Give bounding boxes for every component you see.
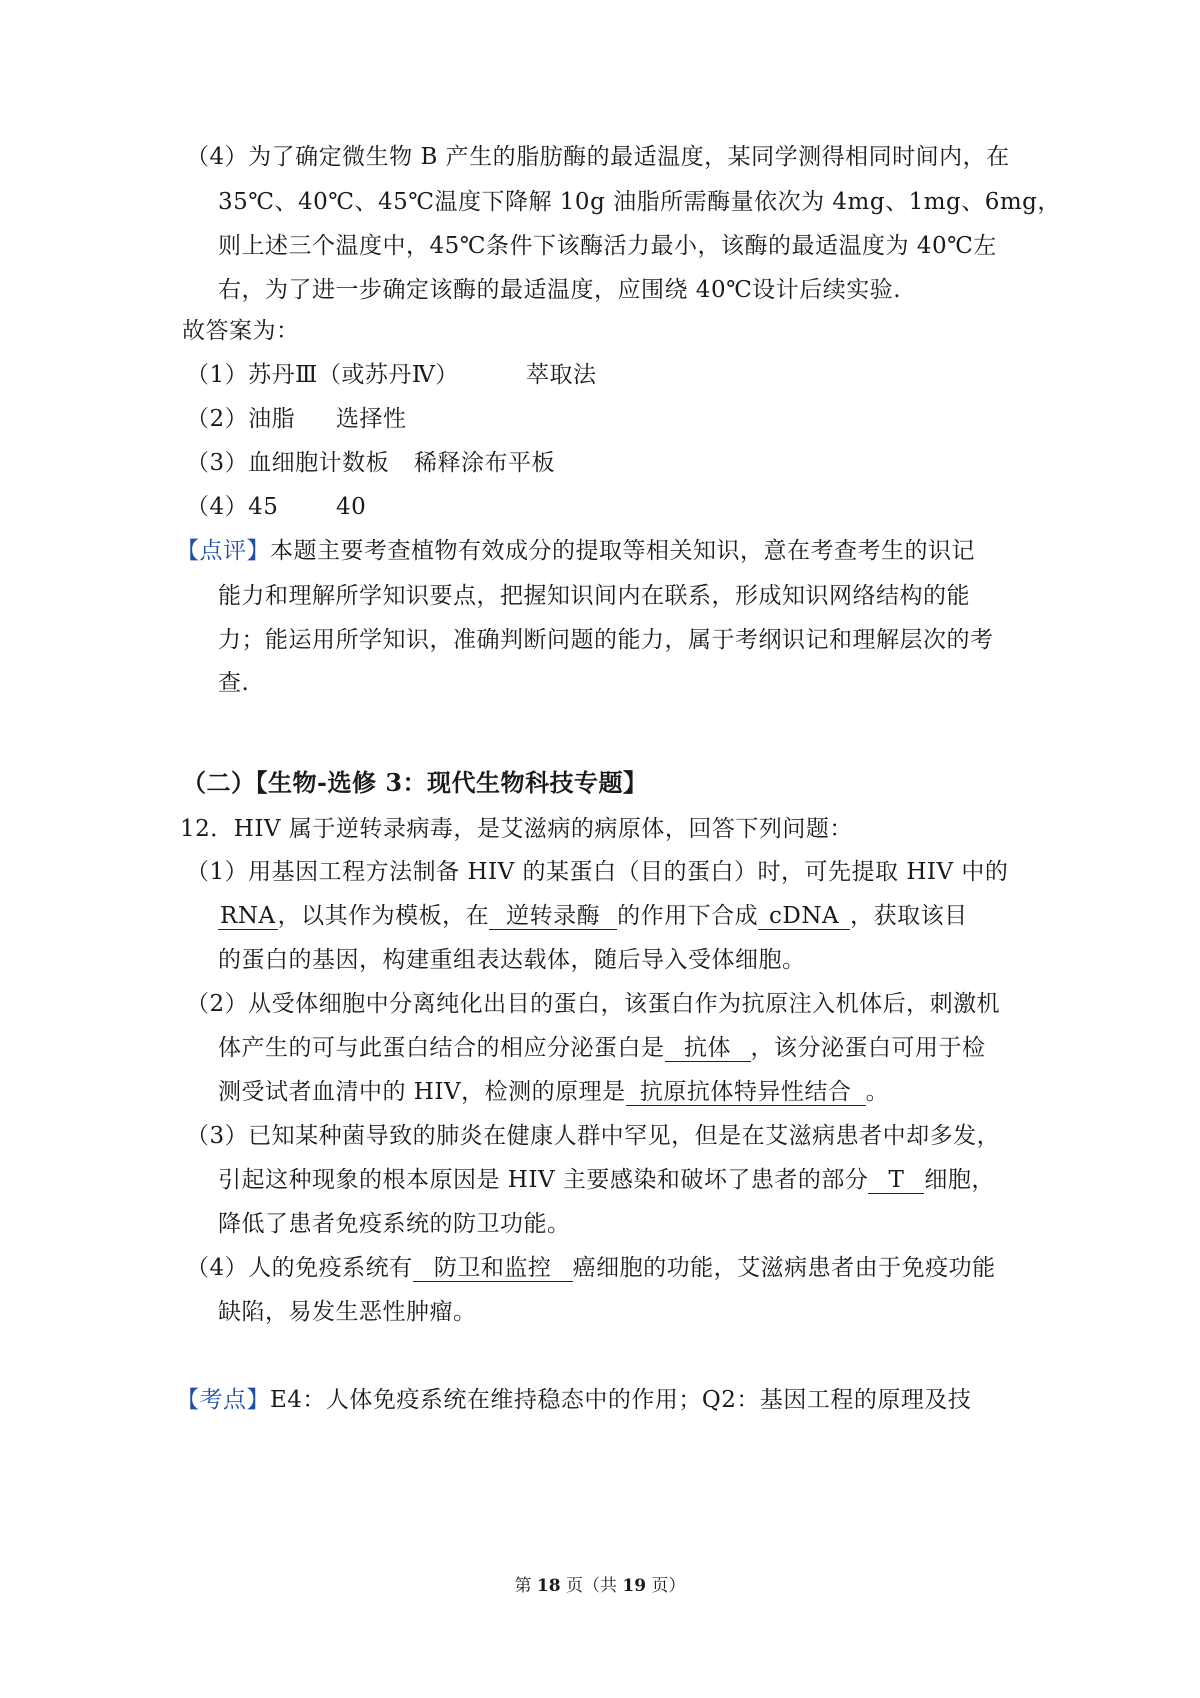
q12-part1-line-3: 的蛋白的基因，构建重组表达载体，随后导入受体细胞。 xyxy=(218,947,806,973)
comment-tag: 【点评】 xyxy=(176,538,270,564)
text-span: 。 xyxy=(865,1079,890,1105)
answer-blank: RNA xyxy=(220,903,276,929)
comment-line-2: 能力和理解所学知识要点，把握知识间内在联系，形成知识网络结构的能 xyxy=(218,583,970,609)
answer-blank: T xyxy=(868,1167,924,1194)
q12-part2-line-2 xyxy=(218,1032,986,1064)
page-footer xyxy=(0,1571,1200,1596)
comment-line-4: 查. xyxy=(218,670,250,696)
answer-blank: cDNA xyxy=(758,903,850,930)
text-span: 的作用下合成 xyxy=(617,903,759,929)
answer-label: （2）油脂 xyxy=(186,406,296,432)
q12-part1-line-2 xyxy=(218,900,968,932)
page-number: 18 xyxy=(536,1576,561,1596)
text-span: 测受试者血清中的 HIV，检测的原理是 xyxy=(218,1079,626,1105)
answer-label: （1）苏丹Ⅲ（或苏丹Ⅳ） xyxy=(186,362,459,388)
answer-blank: 抗体 xyxy=(665,1035,751,1062)
text-span: 引起这种现象的根本原因是 HIV 主要感染和破坏了患者的部分 xyxy=(218,1167,869,1193)
q12-part4-line-2: 缺陷，易发生恶性肿瘤。 xyxy=(218,1299,477,1325)
q12-part3-line-2 xyxy=(218,1164,995,1196)
text-span: （4）人的免疫系统有 xyxy=(186,1255,413,1281)
answer-blank: 逆转录酶 xyxy=(489,903,617,930)
answer-value: 稀释涂布平板 xyxy=(414,450,555,476)
comment-line-3: 力；能运用所学知识，准确判断问题的能力，属于考纲识记和理解层次的考 xyxy=(218,627,994,653)
footer-text: 第 xyxy=(514,1576,537,1596)
comment-line-1 xyxy=(176,535,975,567)
answer-label: （3）血细胞计数板 xyxy=(186,450,390,476)
answer-value: 40 xyxy=(336,494,367,520)
answer-row-4 xyxy=(186,491,367,523)
answer-row-2 xyxy=(186,403,407,435)
q12-stem: 12．HIV 属于逆转录病毒，是艾滋病的病原体，回答下列问题： xyxy=(180,816,853,842)
answer-label: （4）45 xyxy=(186,494,279,520)
kaodian-tag: 【考点】 xyxy=(176,1387,270,1413)
page-total: 19 xyxy=(622,1576,647,1596)
q4-explanation-line-2: 35℃、40℃、45℃温度下降解 10g 油脂所需酶量依次为 4mg、1mg、6mg， xyxy=(218,189,1061,215)
footer-text: 页（共 xyxy=(560,1576,623,1596)
kaodian-text: E4：人体免疫系统在维持稳态中的作用；Q2：基因工程的原理及技 xyxy=(270,1387,972,1413)
q12-part2-line-3 xyxy=(218,1076,889,1108)
answer-blank: 防卫和监控 xyxy=(413,1255,573,1282)
q12-part3-line-1: （3）已知某种菌导致的肺炎在健康人群中罕见，但是在艾滋病患者中却多发， xyxy=(186,1123,1001,1149)
text-span: 体产生的可与此蛋白结合的相应分泌蛋白是 xyxy=(218,1035,665,1061)
q4-explanation-line-4: 右，为了进一步确定该酶的最适温度，应围绕 40℃设计后续实验. xyxy=(218,277,902,303)
section-title: （二）【生物-选修 3：现代生物科技专题】 xyxy=(182,768,648,797)
text-span: 细胞， xyxy=(924,1167,995,1193)
q12-part1-line-1: （1）用基因工程方法制备 HIV 的某蛋白（目的蛋白）时，可先提取 HIV 中的 xyxy=(186,859,1009,885)
footer-text: 页） xyxy=(646,1576,686,1596)
answer-row-3 xyxy=(186,447,555,479)
text-span: ，获取该目 xyxy=(850,903,968,929)
answers-heading: 故答案为： xyxy=(182,318,300,344)
answer-value: 选择性 xyxy=(336,406,407,432)
answer-value: 萃取法 xyxy=(526,362,597,388)
q12-part2-line-1: （2）从受体细胞中分离纯化出目的蛋白，该蛋白作为抗原注入机体后，刺激机 xyxy=(186,991,1001,1017)
q4-explanation-line-1: （4）为了确定微生物 B 产生的脂肪酶的最适温度，某同学测得相同时间内，在 xyxy=(186,144,1010,170)
text-span: ，该分泌蛋白可用于检 xyxy=(750,1035,986,1061)
text-span: ，以其作为模板，在 xyxy=(277,903,490,929)
kaodian-line xyxy=(176,1384,971,1416)
answer-blank: 抗原抗体特异性结合 xyxy=(626,1079,866,1106)
q4-explanation-line-3: 则上述三个温度中，45℃条件下该酶活力最小，该酶的最适温度为 40℃左 xyxy=(218,233,997,259)
answer-row-1 xyxy=(186,359,597,391)
text-span: 癌细胞的功能，艾滋病患者由于免疫功能 xyxy=(572,1255,996,1281)
q12-part4-line-1 xyxy=(186,1252,996,1284)
q12-part3-line-3: 降低了患者免疫系统的防卫功能。 xyxy=(218,1211,571,1237)
comment-text: 本题主要考查植物有效成分的提取等相关知识，意在考查考生的识记 xyxy=(270,538,975,564)
